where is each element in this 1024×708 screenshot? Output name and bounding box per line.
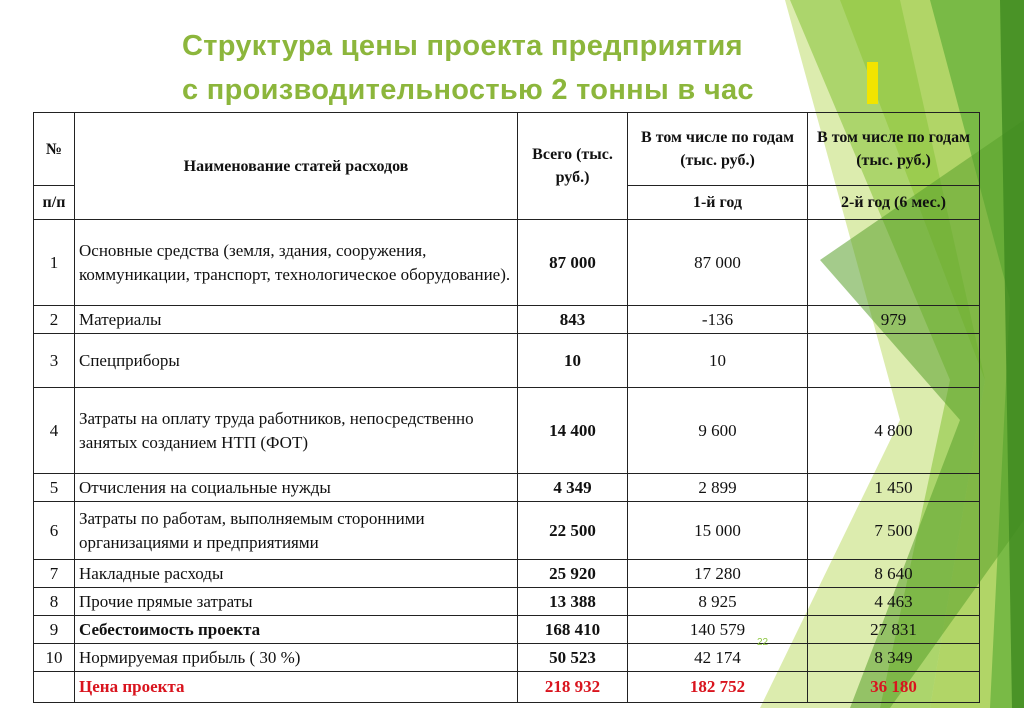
- page-number: 22: [757, 637, 769, 648]
- cost-structure-table: [33, 112, 980, 703]
- row-num: 5: [34, 474, 75, 502]
- row-name: Накладные расходы: [75, 560, 518, 588]
- row-num: 2: [34, 306, 75, 334]
- row-name: Материалы: [75, 306, 518, 334]
- row-num: 6: [34, 502, 75, 560]
- row-name: Нормируемая прибыль ( 30 %): [75, 644, 518, 672]
- table-row: [34, 306, 980, 334]
- total-row-total: 218 932: [518, 672, 628, 703]
- row-year1: 9 600: [628, 388, 808, 474]
- row-year2: [808, 220, 980, 306]
- header-row: [34, 113, 980, 186]
- total-row-num: [34, 672, 75, 703]
- row-year2: 7 500: [808, 502, 980, 560]
- title-accent-bar: [867, 62, 878, 104]
- row-num: 1: [34, 220, 75, 306]
- row-num: 9: [34, 616, 75, 644]
- row-year1: 2 899: [628, 474, 808, 502]
- total-row-year2: 36 180: [808, 672, 980, 703]
- row-name: Затраты на оплату труда работников, непосредственно занятых созданием НТП (ФОТ): [75, 388, 518, 474]
- row-total: 4 349: [518, 474, 628, 502]
- row-year2: 8 349: [808, 644, 980, 672]
- row-year1: 8 925: [628, 588, 808, 616]
- row-total: 50 523: [518, 644, 628, 672]
- total-row: [34, 672, 980, 703]
- row-year1: 17 280: [628, 560, 808, 588]
- header-year-group-2: В том числе по годам (тыс. руб.): [808, 113, 980, 186]
- header-year2: 2-й год (6 мес.): [808, 186, 980, 220]
- row-total: 14 400: [518, 388, 628, 474]
- total-row-name: Цена проекта: [75, 672, 518, 703]
- row-total: 87 000: [518, 220, 628, 306]
- total-row-year1: 182 752: [628, 672, 808, 703]
- slide-title: [182, 24, 882, 112]
- row-name: Себестоимость проекта: [75, 616, 518, 644]
- row-total: 168 410: [518, 616, 628, 644]
- row-year1: 140 579: [628, 616, 808, 644]
- row-name: Прочие прямые затраты: [75, 588, 518, 616]
- row-name: Отчисления на социальные нужды: [75, 474, 518, 502]
- row-total: 10: [518, 334, 628, 388]
- row-year2: 979: [808, 306, 980, 334]
- table-row: [34, 220, 980, 306]
- title-line-1: Структура цены проекта предприятия: [182, 30, 743, 62]
- row-num: 3: [34, 334, 75, 388]
- row-year1: 15 000: [628, 502, 808, 560]
- row-year1: -136: [628, 306, 808, 334]
- row-year2: 4 800: [808, 388, 980, 474]
- row-year2: 8 640: [808, 560, 980, 588]
- row-num: 4: [34, 388, 75, 474]
- table-row: [34, 388, 980, 474]
- title-line-2: с производительностью 2 тонны в час: [182, 74, 754, 106]
- row-total: 22 500: [518, 502, 628, 560]
- row-year1: 42 174: [628, 644, 808, 672]
- row-year2: 4 463: [808, 588, 980, 616]
- row-year2: 1 450: [808, 474, 980, 502]
- row-total: 843: [518, 306, 628, 334]
- table-row: [34, 616, 980, 644]
- table-row: [34, 474, 980, 502]
- row-num: 10: [34, 644, 75, 672]
- row-total: 25 920: [518, 560, 628, 588]
- row-num: 7: [34, 560, 75, 588]
- header-num-bottom: п/п: [34, 186, 75, 220]
- row-name: Спецприборы: [75, 334, 518, 388]
- table-row: [34, 502, 980, 560]
- row-name: Основные средства (земля, здания, сооружения, коммуникации, транспорт, технологическое оборудование).: [75, 220, 518, 306]
- header-num-top: №: [34, 113, 75, 186]
- row-year1: 87 000: [628, 220, 808, 306]
- row-year2: 27 831: [808, 616, 980, 644]
- header-total: Всего (тыс. руб.): [518, 113, 628, 220]
- header-year-group-1: В том числе по годам (тыс. руб.): [628, 113, 808, 186]
- table-row: [34, 334, 980, 388]
- header-name: Наименование статей расходов: [75, 113, 518, 220]
- header-year1: 1-й год: [628, 186, 808, 220]
- table-row: [34, 560, 980, 588]
- table-row: [34, 588, 980, 616]
- table-row: [34, 644, 980, 672]
- row-name: Затраты по работам, выполняемым сторонними организациями и предприятиями: [75, 502, 518, 560]
- row-num: 8: [34, 588, 75, 616]
- row-year2: [808, 334, 980, 388]
- row-total: 13 388: [518, 588, 628, 616]
- row-year1: 10: [628, 334, 808, 388]
